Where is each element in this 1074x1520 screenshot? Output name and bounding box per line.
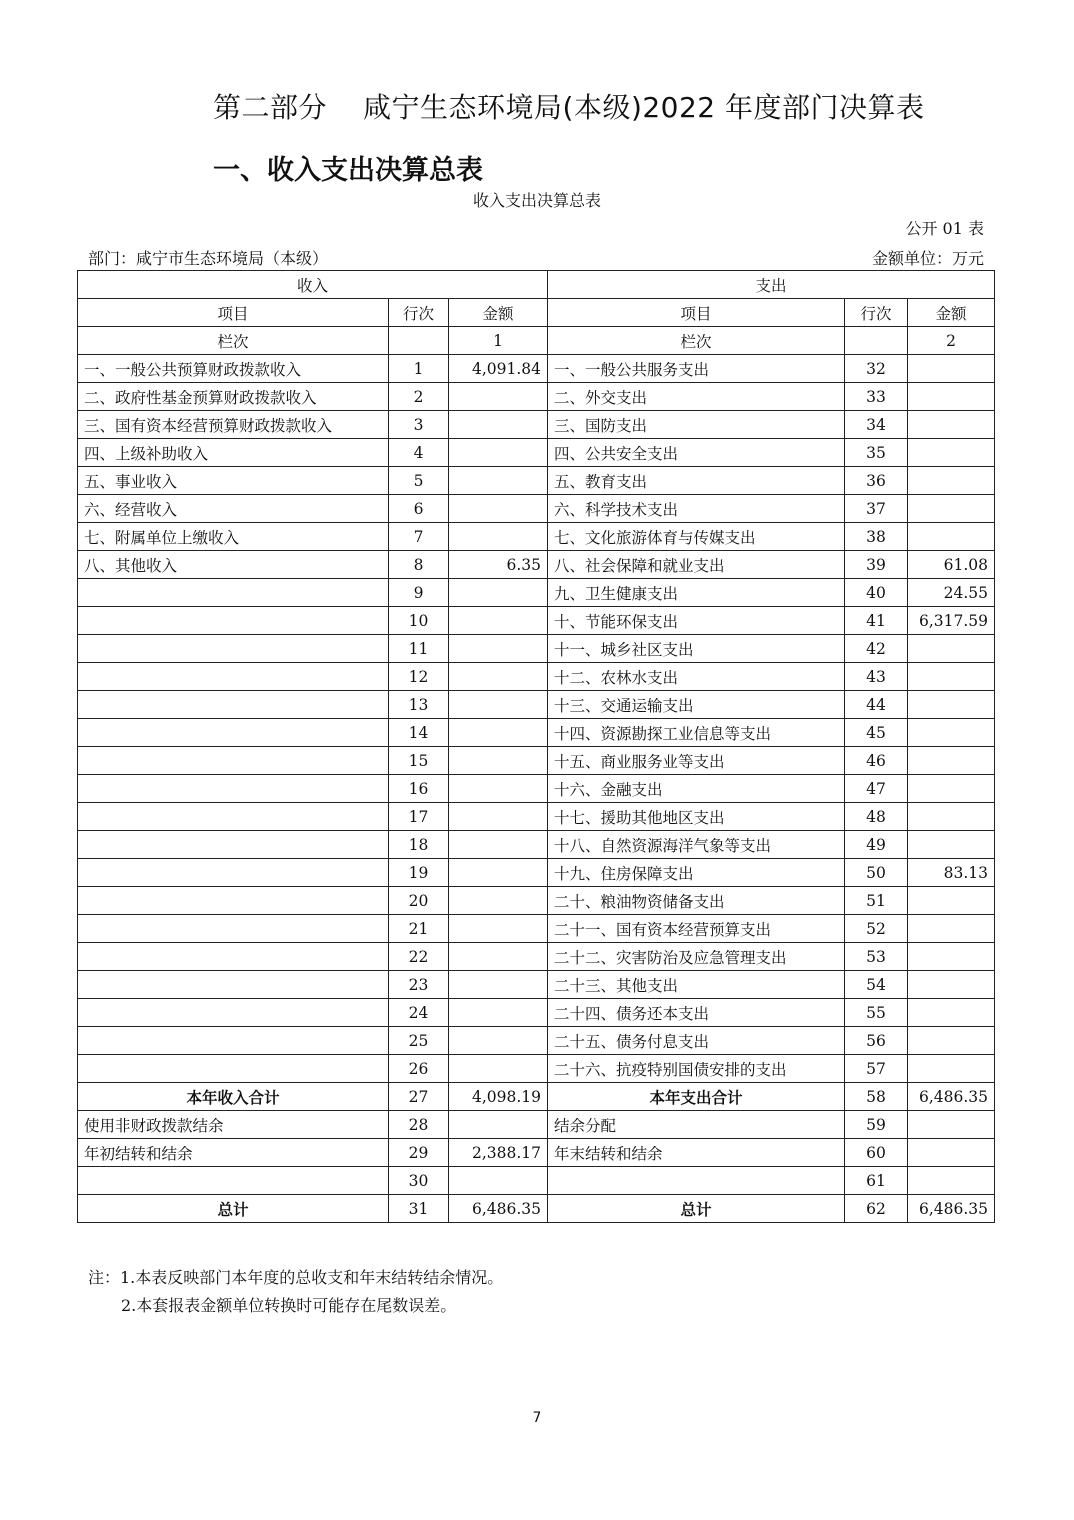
income-item [78, 999, 389, 1027]
income-row-no: 11 [389, 635, 449, 663]
income-item: 三、国有资本经营预算财政拨款收入 [78, 411, 389, 439]
income-row-no: 1 [389, 355, 449, 383]
income-item [78, 943, 389, 971]
table-row [78, 1167, 995, 1195]
income-item: 总计 [78, 1195, 389, 1223]
expense-row-no: 35 [845, 439, 908, 467]
expense-amount: 6,486.35 [908, 1083, 995, 1111]
income-item [78, 1055, 389, 1083]
income-amount [449, 439, 548, 467]
income-amount [449, 859, 548, 887]
table-row [78, 1055, 995, 1083]
income-item [78, 579, 389, 607]
expense-amount [908, 383, 995, 411]
income-header: 收入 [78, 271, 548, 299]
income-amount [449, 775, 548, 803]
table-row [78, 1111, 995, 1139]
income-item [78, 663, 389, 691]
expense-amount: 6,317.59 [908, 607, 995, 635]
expense-amount: 83.13 [908, 859, 995, 887]
expense-item: 二十三、其他支出 [548, 971, 845, 999]
lanci-expense-num: 2 [908, 327, 995, 355]
expense-row-no: 45 [845, 719, 908, 747]
expense-amount [908, 495, 995, 523]
expense-row-no: 59 [845, 1111, 908, 1139]
income-amount [449, 1055, 548, 1083]
income-amount [449, 579, 548, 607]
income-row-no: 23 [389, 971, 449, 999]
document-title [213, 86, 925, 126]
income-item [78, 691, 389, 719]
unit-label: 金额单位：万元 [871, 249, 984, 268]
lanci-expense-row [845, 327, 908, 355]
income-amount: 4,098.19 [449, 1083, 548, 1111]
expense-item: 四、公共安全支出 [548, 439, 845, 467]
income-row-no: 13 [389, 691, 449, 719]
income-amount: 2,388.17 [449, 1139, 548, 1167]
expense-row-no: 51 [845, 887, 908, 915]
expense-item: 二十、粮油物资储备支出 [548, 887, 845, 915]
expense-row-no: 32 [845, 355, 908, 383]
table-row [78, 523, 995, 551]
expense-amount [908, 831, 995, 859]
expense-item: 本年支出合计 [548, 1083, 845, 1111]
table-group-header [78, 271, 995, 299]
income-amount [449, 635, 548, 663]
income-row-no: 28 [389, 1111, 449, 1139]
expense-item: 一、一般公共服务支出 [548, 355, 845, 383]
table-lanci-row [78, 327, 995, 355]
income-amount [449, 383, 548, 411]
income-row-no: 16 [389, 775, 449, 803]
expense-row-no: 58 [845, 1083, 908, 1111]
income-item [78, 607, 389, 635]
expense-amount [908, 999, 995, 1027]
income-row-no: 24 [389, 999, 449, 1027]
expense-item: 二十二、灾害防治及应急管理支出 [548, 943, 845, 971]
income-item: 二、政府性基金预算财政拨款收入 [78, 383, 389, 411]
expense-row-no: 44 [845, 691, 908, 719]
income-item: 本年收入合计 [78, 1083, 389, 1111]
expense-amount [908, 887, 995, 915]
expense-amount [908, 355, 995, 383]
expense-row-no: 49 [845, 831, 908, 859]
income-item: 四、上级补助收入 [78, 439, 389, 467]
expense-amount [908, 663, 995, 691]
expense-amount [908, 915, 995, 943]
note-2: 2.本套报表金额单位转换时可能存在尾数误差。 [121, 1296, 457, 1315]
lanci-expense: 栏次 [548, 327, 845, 355]
income-row-no: 8 [389, 551, 449, 579]
table-row [78, 607, 995, 635]
table-row [78, 831, 995, 859]
expense-item: 十、节能环保支出 [548, 607, 845, 635]
expense-amount [908, 971, 995, 999]
expense-row-no: 53 [845, 943, 908, 971]
table-column-header [78, 299, 995, 327]
income-amount [449, 1111, 548, 1139]
expense-item: 十五、商业服务业等支出 [548, 747, 845, 775]
title-text: 咸宁生态环境局(本级)2022 年度部门决算表 [363, 91, 925, 124]
income-row-no: 5 [389, 467, 449, 495]
income-item [78, 719, 389, 747]
income-item [78, 635, 389, 663]
table-row [78, 495, 995, 523]
expense-item: 十一、城乡社区支出 [548, 635, 845, 663]
expense-item: 二十四、债务还本支出 [548, 999, 845, 1027]
expense-item: 二十一、国有资本经营预算支出 [548, 915, 845, 943]
expense-item: 十六、金融支出 [548, 775, 845, 803]
expense-item: 五、教育支出 [548, 467, 845, 495]
expense-item: 总计 [548, 1195, 845, 1223]
income-row-no: 19 [389, 859, 449, 887]
table-row [78, 411, 995, 439]
income-row-no: 4 [389, 439, 449, 467]
income-amount [449, 467, 548, 495]
expense-item: 十九、住房保障支出 [548, 859, 845, 887]
expense-amount [908, 775, 995, 803]
expense-amount: 61.08 [908, 551, 995, 579]
expense-amount [908, 803, 995, 831]
note-1: 注：1.本表反映部门本年度的总收支和年末结转结余情况。 [88, 1268, 504, 1287]
income-amount [449, 523, 548, 551]
expense-item: 二十五、债务付息支出 [548, 1027, 845, 1055]
expense-amount [908, 1111, 995, 1139]
income-amount [449, 915, 548, 943]
income-item: 八、其他收入 [78, 551, 389, 579]
income-row-no: 18 [389, 831, 449, 859]
expense-row-no: 41 [845, 607, 908, 635]
expense-amount [908, 1139, 995, 1167]
income-row-no: 14 [389, 719, 449, 747]
income-amount [449, 831, 548, 859]
income-amount [449, 663, 548, 691]
income-row-no: 25 [389, 1027, 449, 1055]
expense-amount [908, 1167, 995, 1195]
income-item [78, 803, 389, 831]
income-row-no: 7 [389, 523, 449, 551]
col-row-income: 行次 [389, 299, 449, 327]
expense-row-no: 61 [845, 1167, 908, 1195]
income-item: 五、事业收入 [78, 467, 389, 495]
expense-row-no: 33 [845, 383, 908, 411]
section-title: 一、收入支出决算总表 [213, 155, 483, 186]
expense-item: 二、外交支出 [548, 383, 845, 411]
expense-row-no: 42 [845, 635, 908, 663]
income-amount [449, 747, 548, 775]
expense-row-no: 48 [845, 803, 908, 831]
budget-table [77, 270, 995, 1223]
part-label: 第二部分 [213, 91, 328, 124]
expense-row-no: 46 [845, 747, 908, 775]
expense-row-no: 43 [845, 663, 908, 691]
income-amount [449, 887, 548, 915]
table-row [78, 971, 995, 999]
table-row [78, 747, 995, 775]
income-item: 七、附属单位上缴收入 [78, 523, 389, 551]
table-row [78, 439, 995, 467]
table-row [78, 1027, 995, 1055]
expense-row-no: 55 [845, 999, 908, 1027]
income-row-no: 3 [389, 411, 449, 439]
table-row [78, 1083, 995, 1111]
expense-row-no: 34 [845, 411, 908, 439]
income-item: 使用非财政拨款结余 [78, 1111, 389, 1139]
expense-item: 七、文化旅游体育与传媒支出 [548, 523, 845, 551]
col-item-expense: 项目 [548, 299, 845, 327]
table-row [78, 915, 995, 943]
expense-item: 九、卫生健康支出 [548, 579, 845, 607]
expense-item: 十三、交通运输支出 [548, 691, 845, 719]
expense-row-no: 37 [845, 495, 908, 523]
expense-amount [908, 411, 995, 439]
lanci-income-num: 1 [449, 327, 548, 355]
income-row-no: 12 [389, 663, 449, 691]
income-row-no: 15 [389, 747, 449, 775]
expense-amount [908, 523, 995, 551]
income-item [78, 775, 389, 803]
income-row-no: 29 [389, 1139, 449, 1167]
income-row-no: 21 [389, 915, 449, 943]
lanci-income: 栏次 [78, 327, 389, 355]
income-row-no: 20 [389, 887, 449, 915]
expense-item: 二十六、抗疫特别国债安排的支出 [548, 1055, 845, 1083]
table-row [78, 579, 995, 607]
income-amount [449, 691, 548, 719]
expense-amount [908, 467, 995, 495]
table-row [78, 1139, 995, 1167]
income-row-no: 9 [389, 579, 449, 607]
income-amount [449, 971, 548, 999]
income-item: 一、一般公共预算财政拨款收入 [78, 355, 389, 383]
income-row-no: 10 [389, 607, 449, 635]
table-row [78, 635, 995, 663]
expense-item: 八、社会保障和就业支出 [548, 551, 845, 579]
col-row-expense: 行次 [845, 299, 908, 327]
income-item: 六、经营收入 [78, 495, 389, 523]
income-amount [449, 719, 548, 747]
table-row [78, 887, 995, 915]
table-row [78, 467, 995, 495]
expense-item: 三、国防支出 [548, 411, 845, 439]
table-row [78, 719, 995, 747]
table-row [78, 859, 995, 887]
expense-amount [908, 719, 995, 747]
expense-row-no: 38 [845, 523, 908, 551]
income-row-no: 22 [389, 943, 449, 971]
income-amount [449, 803, 548, 831]
income-amount [449, 495, 548, 523]
expense-row-no: 62 [845, 1195, 908, 1223]
income-row-no: 26 [389, 1055, 449, 1083]
income-item [78, 831, 389, 859]
expense-row-no: 56 [845, 1027, 908, 1055]
expense-row-no: 40 [845, 579, 908, 607]
expense-row-no: 54 [845, 971, 908, 999]
income-amount [449, 1027, 548, 1055]
expense-amount [908, 1055, 995, 1083]
table-row [78, 355, 995, 383]
income-item [78, 915, 389, 943]
expense-amount: 6,486.35 [908, 1195, 995, 1223]
table-code: 公开 01 表 [905, 219, 984, 238]
income-amount [449, 411, 548, 439]
expense-item: 十二、农林水支出 [548, 663, 845, 691]
expense-amount [908, 747, 995, 775]
income-amount [449, 999, 548, 1027]
expense-item: 十四、资源勘探工业信息等支出 [548, 719, 845, 747]
expense-row-no: 57 [845, 1055, 908, 1083]
income-item [78, 971, 389, 999]
expense-amount [908, 635, 995, 663]
income-amount [449, 943, 548, 971]
income-item: 年初结转和结余 [78, 1139, 389, 1167]
col-amount-income: 金额 [449, 299, 548, 327]
income-item [78, 887, 389, 915]
income-amount: 6,486.35 [449, 1195, 548, 1223]
income-amount: 4,091.84 [449, 355, 548, 383]
income-row-no: 6 [389, 495, 449, 523]
income-item [78, 1027, 389, 1055]
expense-amount [908, 691, 995, 719]
expense-row-no: 60 [845, 1139, 908, 1167]
expense-item: 六、科学技术支出 [548, 495, 845, 523]
expense-row-no: 36 [845, 467, 908, 495]
table-row [78, 383, 995, 411]
expense-item: 十八、自然资源海洋气象等支出 [548, 831, 845, 859]
income-row-no: 2 [389, 383, 449, 411]
expense-amount [908, 1027, 995, 1055]
income-item [78, 747, 389, 775]
table-caption: 收入支出决算总表 [472, 191, 601, 210]
expense-item: 年末结转和结余 [548, 1139, 845, 1167]
expense-row-no: 52 [845, 915, 908, 943]
income-amount [449, 607, 548, 635]
income-item [78, 859, 389, 887]
expense-row-no: 50 [845, 859, 908, 887]
table-row [78, 803, 995, 831]
table-row [78, 999, 995, 1027]
expense-row-no: 47 [845, 775, 908, 803]
income-item [78, 1167, 389, 1195]
income-row-no: 27 [389, 1083, 449, 1111]
col-amount-expense: 金额 [908, 299, 995, 327]
expense-header: 支出 [548, 271, 995, 299]
expense-amount [908, 943, 995, 971]
table-row [78, 943, 995, 971]
expense-amount: 24.55 [908, 579, 995, 607]
expense-item: 结余分配 [548, 1111, 845, 1139]
table-row [78, 691, 995, 719]
expense-row-no: 39 [845, 551, 908, 579]
page-number: 7 [532, 1410, 542, 1426]
income-amount [449, 1167, 548, 1195]
expense-item: 十七、援助其他地区支出 [548, 803, 845, 831]
lanci-income-row [389, 327, 449, 355]
expense-item [548, 1167, 845, 1195]
income-row-no: 17 [389, 803, 449, 831]
income-amount: 6.35 [449, 551, 548, 579]
table-row [78, 663, 995, 691]
income-row-no: 31 [389, 1195, 449, 1223]
col-item-income: 项目 [78, 299, 389, 327]
expense-amount [908, 439, 995, 467]
table-row [78, 1195, 995, 1223]
table-row [78, 775, 995, 803]
income-row-no: 30 [389, 1167, 449, 1195]
table-row [78, 551, 995, 579]
department-label: 部门：咸宁市生态环境局（本级） [88, 249, 329, 268]
